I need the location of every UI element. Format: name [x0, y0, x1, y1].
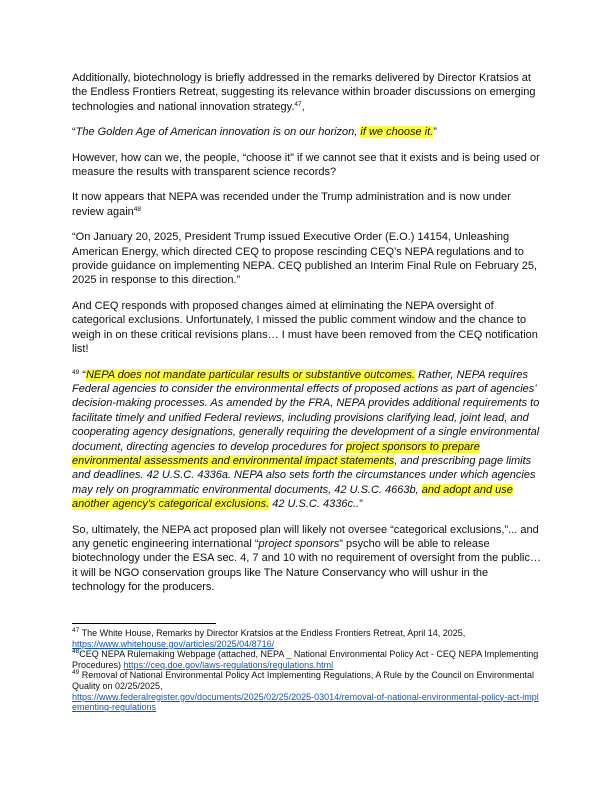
footnote-ref-49[interactable]: 49 — [72, 368, 80, 376]
body-text — [72, 71, 542, 606]
paragraph-conclusion: So, ultimately, the NEPA act proposed plan will likely not oversee “categorical exclusions,”... and any genetic engineering international “project sponsors” psycho will be able to release biotechnology under the ESA sec. 4, 7 and 10 with no requirement of oversight from the public… it will be NGO conservation groups like The Nature Conservancy who will ushur in the technology for the producers. — [72, 523, 541, 594]
paragraph-nepa-recended: It now appears that NEPA was recended under the Trump administration and is now under review again$^{48}$ — [72, 191, 511, 218]
footnotes — [72, 628, 542, 713]
paragraph-choose-it-question: However, how can we, the people, “choose it” if we cannot see that it exists and is being used or measure the results with transparent science records? — [72, 151, 540, 179]
paragraph-kratsios: Additionally, biotechnology is briefly addressed in the remarks delivered by Director Kratsios at the Endless Frontiers Retreat, suggesting its relevance within broader discussions on emerging technologies and national innovation strategy.$^{47}$, — [72, 72, 536, 113]
quote-nepa-requirements: $^{49}$ “NEPA does not mandate particular results or substantive outcomes. Rather, NEPA requires Federal agencies to consider the environmental effects of proposed actions as part of agencies’ decision-making processes. As amended by the FRA, NEPA provides additional requirements to facilitate timely and unified Federal reviews, including provisions clarifying lead, joint lead, and cooperating agency designations, generally requiring the development of a single environmental document, directing agencies to develop procedures for project sponsors to prepare environmental assessments and environmental impact statements, and prescribing page limits and deadlines. 42 U.S.C. 4336a. NEPA also sets forth the circumstances under which agencies may rely on programmatic environmental documents, 42 U.S.C. 4663b, and adopt and use another agency's categorical exclusions. 42 U.S.C. 4336c..” — [72, 368, 540, 511]
highlight-no-mandate: NEPA does not mandate particular results or substantive outcomes. — [85, 368, 415, 381]
footnote-link[interactable]: https://www.federalregister.gov/documents/2025/02/25/2025-03014/removal-of-national-environmental-policy-act-implementing-regulations — [72, 691, 539, 713]
quote-golden-age: “The Golden Age of American innovation is on our horizon, if we choose it.” — [72, 126, 437, 139]
footnote-ref-47[interactable]: 47 — [294, 100, 302, 108]
footnote-divider — [72, 623, 216, 624]
footnote-ref-48[interactable]: 48 — [133, 205, 141, 213]
highlight-choose-it: if we choose it. — [360, 126, 434, 139]
footnote-47: $^{47}$ The White House, Remarks by Director Kratsios at the Endless Frontiers Retreat, April 14, 2025, https://www.whitehouse.gov/articles/2025/04/8716/ — [72, 627, 466, 649]
highlight-categorical-exclusions: and adopt and use another agency's categorical exclusions. — [72, 483, 513, 511]
footnote-49: $^{49}$ Removal of National Environmental Policy Act Implementing Regulations, A Rule by the Council on Environmental Quality on 02/25/2025, https://www.federalregister.gov/documents/2025/02/25/2025-03014/removal-of-national-environmental-policy-act-implementing-regulations — [72, 669, 539, 713]
quote-executive-order: “On January 20, 2025, President Trump issued Executive Order (E.O.) 14154, Unleashing American Energy, which directed CEQ to propose rescinding CEQ’s NEPA regulations and to provide guidance on implementing NEPA. CEQ published an Interim Final Rule on February 25, 2025 in response to this direction.” — [72, 231, 538, 287]
footnote-link[interactable]: https://www.whitehouse.gov/articles/2025/04/8716/ — [72, 638, 275, 649]
highlight-project-sponsors: project sponsors to prepare environmental assessments and environmental impact statements — [72, 440, 480, 467]
footnote-48: $^{48}$CEQ NEPA Rulemaking Webpage (attached, NEPA _ National Environmental Policy Act - CEQ NEPA Implementing Procedures) https://ceq.doe.gov/laws-regulations/regulations.html — [72, 648, 539, 670]
footnote-link[interactable]: https://ceq.doe.gov/laws-regulations/regulations.html — [123, 659, 334, 670]
paragraph-ceq-responds: And CEQ responds with proposed changes aimed at eliminating the NEPA oversight of categorical exclusions. Unfortunately, I missed the public comment window and the chance to weigh in on these critical revisions plans… I must have been removed from the CEQ notification list! — [72, 299, 538, 356]
